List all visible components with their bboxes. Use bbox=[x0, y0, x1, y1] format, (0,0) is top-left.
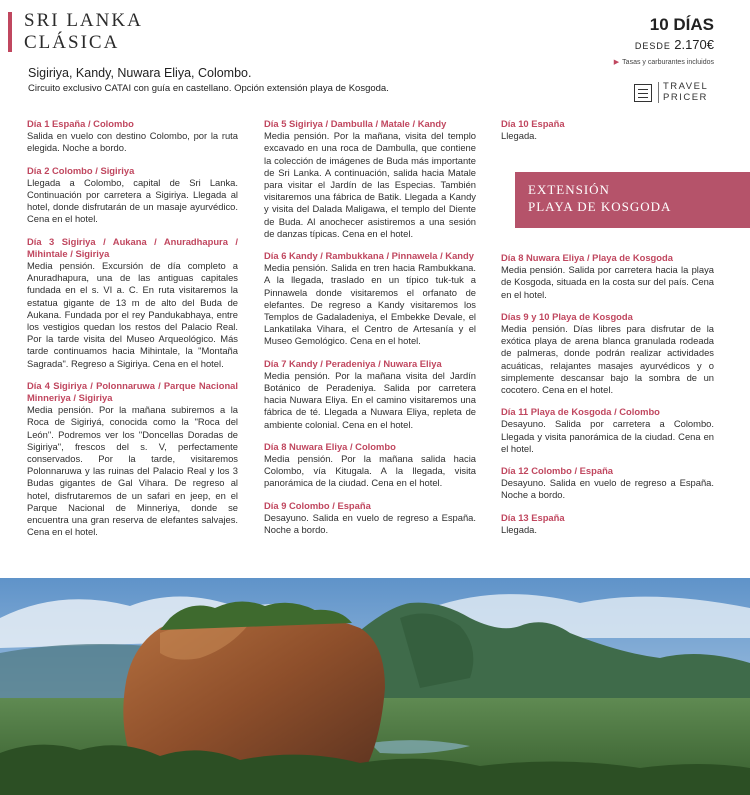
day-entry bbox=[264, 118, 476, 240]
day-text: Media pensión. Por la mañana, visita del templo excavado en una roca de Dambulla, que contiene la colección de imágenes de Buda más importante de Sri Lanka. A continuación, salida hacia Matale para visitar el Jardín de las Especias. También visitaremos una fábrica de Batik. Llegada a Kandy y visita del Dalada Maligawa, el templo del Diente de Buda. Al anochecer asistiremos a una sesión de danzas típicas. Cena en el hotel. bbox=[264, 130, 476, 239]
day-text: Salida en vuelo con destino Colombo, por la ruta elegida. Noche a bordo. bbox=[27, 130, 238, 154]
day-text: Llegada a Colombo, capital de Sri Lanka. Continuación por carretera a Sigiriya. Llegada al hotel, donde disfrutarán de un masaje ayurvédico. Cena en el hotel. bbox=[27, 176, 238, 225]
day-title: Día 5 Sigiriya / Dambulla / Matale / Kandy bbox=[264, 118, 447, 129]
extension-itinerary bbox=[501, 252, 714, 546]
day-entry bbox=[501, 311, 714, 396]
day-title: Día 1 España / Colombo bbox=[27, 118, 134, 129]
day-title: Día 6 Kandy / Rambukkana / Pinnawela / Kandy bbox=[264, 250, 474, 262]
logo-line-2: PRICER bbox=[663, 91, 708, 103]
day-entry bbox=[27, 118, 238, 155]
day-text: Llegada. bbox=[501, 130, 537, 142]
circuit-description: Circuito exclusivo CATAI con guía en castellano. Opción extensión playa de Kosgoda. bbox=[28, 83, 389, 94]
day-title: Día 7 Kandy / Peradeniya / Nuwara Eliya bbox=[264, 357, 442, 369]
itinerary-column-1 bbox=[27, 118, 238, 549]
day-entry bbox=[264, 441, 476, 490]
day-title: Día 2 Colombo / Sigiriya bbox=[27, 164, 135, 176]
day-entry bbox=[264, 500, 476, 537]
day-title: Día 8 Nuwara Eliya / Colombo bbox=[264, 440, 396, 452]
day-entry bbox=[501, 512, 714, 536]
day-title: Día 3 Sigiriya / Aukana / Anuradhapura / Mihintale / Sigiriya bbox=[27, 235, 238, 259]
day-title: Día 4 Sigiriya / Polonnaruwa / Parque Nacional Minneriya / Sigiriya bbox=[27, 379, 238, 404]
day-entry bbox=[27, 380, 238, 539]
page-title bbox=[24, 10, 143, 54]
calculator-icon bbox=[634, 84, 652, 102]
day-entry bbox=[264, 250, 476, 348]
logo-text bbox=[658, 82, 708, 103]
trip-duration: 10 DÍAS bbox=[649, 15, 714, 34]
day-text: Media pensión. Días libres para disfrutar de la exótica playa de arena blanca granulada rodeada de palmeras, donde podrán realizar actividades acuáticas, relajantes masajes ayurvédicos y o simplemente descansar bajo la sombra de un cocotero. Cena en el hotel. bbox=[501, 323, 714, 396]
day-entry bbox=[27, 165, 238, 226]
title-line-2: CLÁSICA bbox=[24, 32, 120, 53]
day-title: Día 11 Playa de Kosgoda / Colombo bbox=[501, 406, 660, 418]
day-title: Días 9 y 10 Playa de Kosgoda bbox=[501, 310, 633, 322]
day-text: Llegada. bbox=[501, 523, 537, 535]
day-entry bbox=[501, 252, 714, 301]
taxes-text: Tasas y carburantes incluidos bbox=[622, 59, 714, 66]
day-text: Media pensión. Por la mañana subiremos a la Roca de Sigiriyá, conocida como la "Roca del León". Podremos ver los "Doncellas Doradas de Sigiriya", frescos del s. V, perfectamente conservados. Por la tarde, visitaremos Polonnaruwa y las ruinas del Palacio Real y los 3 Budas gigantes de Gal Vihara. De regreso al hotel, disfrutaremos de un safari en jeep, en el Parque Nacional de Minneriya, donde se encuentra una gran reserva de elefantes salvajes. Cena en el hotel. bbox=[27, 404, 238, 538]
day-text: Media pensión. Por la mañana visita del Jardín Botánico de Peradeniya. Salida por carretera hacia Nuwara Eliya. En el camino visitaremos una fábrica de té. Llegada a Nuwara Eliya, repleta de ambiente colonial. Cena en el hotel. bbox=[264, 369, 476, 430]
day-text: Media pensión. Por la mañana salida hacia Colombo, vía Kitugala. A la llegada, visita panorámica de la ciudad. Cena en el hotel. bbox=[264, 453, 476, 489]
extension-banner bbox=[515, 172, 750, 228]
logo-line-1: TRAVEL bbox=[663, 81, 709, 92]
itinerary-column-2 bbox=[264, 118, 476, 546]
travel-pricer-logo bbox=[634, 82, 708, 103]
sigiriya-rock-photo bbox=[0, 578, 750, 795]
arrow-icon: ▶ bbox=[613, 59, 620, 66]
day-entry bbox=[501, 406, 714, 455]
price-value: 2.170€ bbox=[674, 37, 714, 52]
day-title: Día 10 España bbox=[501, 118, 565, 129]
price-from-label: DESDE bbox=[634, 41, 671, 51]
day-title: Día 9 Colombo / España bbox=[264, 499, 371, 511]
day-entry bbox=[501, 118, 714, 142]
taxes-note bbox=[614, 58, 714, 66]
day-text: Media pensión. Excursión de día completo a Anuradhapura, una de las antiguas capitales fundada en el s. VI a. C. En ruta visitaremos la estatua gigante de 13 m de alto del Buda de Aukana. Fundada por el rey Pandukabhaya, entre los vestigios quedan los restos del Palacio Real. Por la tarde visita del Museo Arqueológico. Más tarde continuamos hacia Mihintale, la "Montaña Sagrada". Regreso a Sigiriya. Cena en el hotel. bbox=[27, 260, 238, 369]
day-text: Media pensión. Salida por carretera hacia la playa de Kosgoda, situada en la costa sur del país. Cena en el hotel. bbox=[501, 264, 714, 300]
day-text: Desayuno. Salida en vuelo de regreso a España. Noche a bordo. bbox=[264, 511, 476, 536]
price-block bbox=[635, 37, 714, 52]
title-line-1: SRI LANKA bbox=[24, 10, 143, 31]
day-text: Desayuno. Salida en vuelo de regreso a España. Noche a bordo. bbox=[501, 477, 714, 501]
extension-line-2: PLAYA DE KOSGODA bbox=[528, 199, 672, 214]
day-text: Desayuno. Salida por carretera a Colombo. Llegada y visita panorámica de la ciudad. Cena en el hotel. bbox=[501, 418, 714, 454]
day-entry bbox=[264, 358, 476, 431]
day-title: Día 12 Colombo / España bbox=[501, 465, 614, 477]
day-text: Media pensión. Salida en tren hacia Rambukkana. A la llegada, traslado en un típico tuk-tuk a Pinnawela donde visitaremos el orfanato de elefantes. De regreso a Kandy visitaremos los Templos de Gadaladeniya, el Embekke Devale, el Lankatilaka Vihara, el Centro de Artesanía y el Museo Gemológico. Cena en el hotel. bbox=[264, 262, 476, 347]
route-subtitle: Sigiriya, Kandy, Nuwara Eliya, Colombo. bbox=[28, 66, 252, 80]
title-accent-bar bbox=[8, 12, 12, 52]
day-title: Día 8 Nuwara Eliya / Playa de Kosgoda bbox=[501, 252, 673, 263]
day-entry bbox=[27, 236, 238, 370]
day-entry bbox=[501, 465, 714, 502]
extension-line-1: EXTENSIÓN bbox=[528, 182, 610, 197]
day-title: Día 13 España bbox=[501, 511, 565, 523]
itinerary-column-3 bbox=[501, 118, 714, 152]
